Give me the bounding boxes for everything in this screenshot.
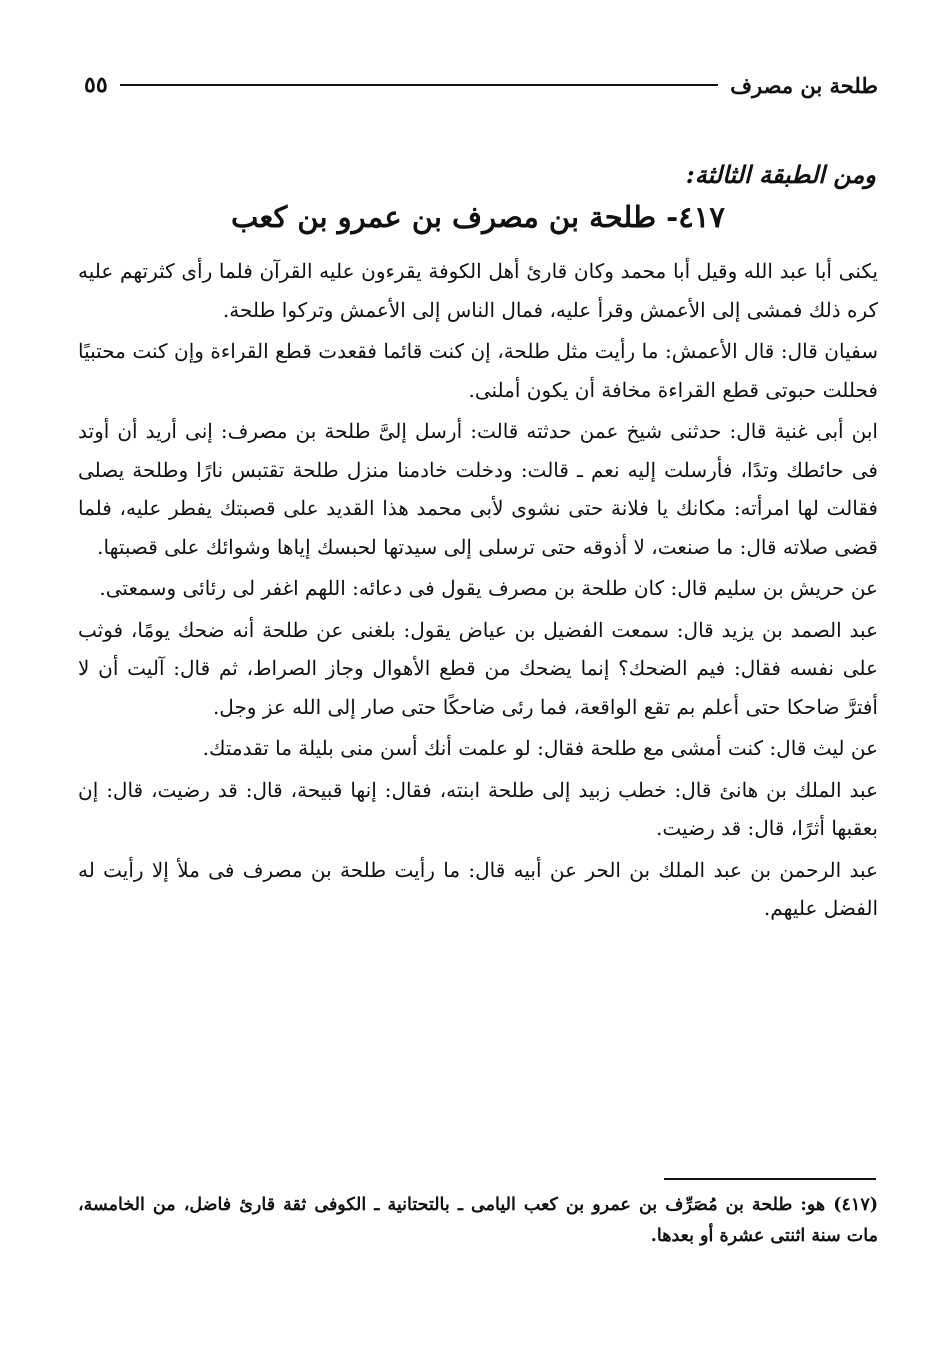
body-text [78,252,878,931]
header-rule [120,84,719,86]
paragraph: عبد الرحمن بن عبد الملك بن الحر عن أبيه قال: ما رأيت طلحة بن مصرف فى ملأ إلا رأيت له الفضل عليهم. [78,857,878,920]
footnote-text: (٤١٧) هو: طلحة بن مُصَرِّف بن عمرو بن كعب اليامى ـ بالتحتانية ـ الكوفى ثقة قارئ فاضل، من الخامسة، مات سنة اثنتى عشرة أو بعدها. [78,1195,878,1246]
page-number: ٥٥ [84,72,108,98]
paragraph: عن حريش بن سليم قال: كان طلحة بن مصرف يقول فى دعائه: اللهم اغفر لى رئائى وسمعتى. [99,576,878,600]
footnote-rule [664,1178,876,1180]
footnote [78,1190,878,1252]
paragraph: عن ليث قال: كنت أمشى مع طلحة فقال: لو علمت أنك أسن منى بليلة ما تقدمتك. [202,736,878,760]
paragraph: عبد الصمد بن يزيد قال: سمعت الفضيل بن عياض يقول: بلغنى عن طلحة أنه ضحك يومًا، فوثب على نفسه فقال: فيم الضحك؟ إنما يضحك من قطع الأهوال وجاز الصراط، ثم قال: آليت أن لا أفترَّ ضاحكا حتى أعلم بم تقع الواقعة، فما رئى ضاحكًا حتى صار إلى الله عز وجل. [78,617,878,719]
paragraph: ابن أبى غنية قال: حدثنى شيخ عمن حدثته قالت: أرسل إلىَّ طلحة بن مصرف: إنى أريد أن أوتد فى حائطك وتدًا، فأرسلت إليه نعم ـ قالت: ودخلت خادمنا منزل طلحة تقتبس نارًا وطلحة يصلى فقالت لها امرأته: مكانك يا فلانة حتى نشوى لأبى محمد هذا القديد على قصبتك يفطر عليه، فلما قضى صلاته قال: ما صنعت، لا أذوقه حتى ترسلى إلى سيدتها لحبسك إياها وشوائك على قصبتها. [78,419,878,559]
page-header [78,68,878,102]
paragraph: يكنى أبا عبد الله وقيل أبا محمد وكان قارئ أهل الكوفة يقرءون عليه القرآن فلما رأى كثرتهم عليه كره ذلك فمشى إلى الأعمش وقرأ عليه، فمال الناس إلى الأعمش وتركوا طلحة. [78,259,878,322]
running-title: طلحة بن مصرف [730,72,878,98]
paragraph: سفيان قال: قال الأعمش: ما رأيت مثل طلحة، إن كنت قائما فقعدت قطع القراءة وإن كنت محتبيًا فحللت حبوتى قطع القراءة مخافة أن يكون أملنى. [78,339,878,402]
paragraph: عبد الملك بن هانئ قال: خطب زبيد إلى طلحة ابنته، فقال: إنها قبيحة، قال: قد رضيت، قال: إن بعقبها أثرًا، قال: قد رضيت. [78,777,879,840]
section-heading: ومن الطبقة الثالثة: [685,160,876,189]
entry-title: ٤١٧- طلحة بن مصرف بن عمرو بن كعب [231,200,725,234]
